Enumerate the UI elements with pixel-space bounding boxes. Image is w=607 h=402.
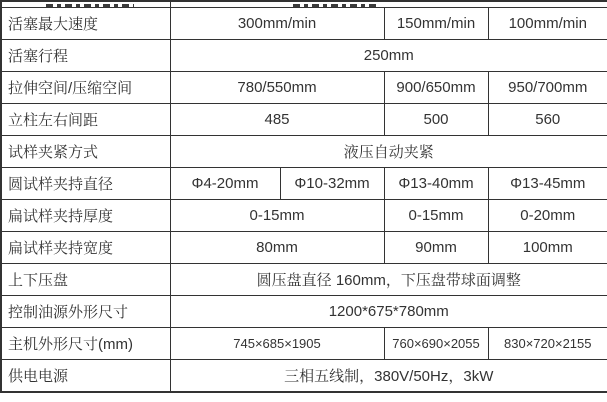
row-label: 拉伸空间/压缩空间 <box>1 72 170 104</box>
table-row <box>1 232 607 264</box>
spec-table-body <box>1 1 607 392</box>
spec-value-cell: 1200*675*780mm <box>170 296 607 328</box>
table-row <box>1 168 607 200</box>
row-label: 控制油源外形尺寸 <box>1 296 170 328</box>
spec-value-cell: 80mm <box>170 232 384 264</box>
spec-value-cell: 760×690×2055 <box>384 328 488 360</box>
spec-value-cell: 圆压盘直径 160mm，下压盘带球面调整 <box>170 264 607 296</box>
table-row <box>1 40 607 72</box>
table-row <box>1 264 607 296</box>
spec-value-cell: 500 <box>384 104 488 136</box>
table-row <box>1 136 607 168</box>
row-label: 扁试样夹持宽度 <box>1 232 170 264</box>
spec-value-cell: Φ13-40mm <box>384 168 488 200</box>
table-row <box>1 360 607 393</box>
table-row <box>1 296 607 328</box>
spec-value-cell: 0-15mm <box>170 200 384 232</box>
row-label: 扁试样夹持厚度 <box>1 200 170 232</box>
table-row <box>1 72 607 104</box>
row-label: 立柱左右间距 <box>1 104 170 136</box>
spec-value-cell: 液压自动夹紧 <box>170 136 607 168</box>
row-label: 圆试样夹持直径 <box>1 168 170 200</box>
spec-value-cell: 780/550mm <box>170 72 384 104</box>
row-label: 活塞最大速度 <box>1 8 170 40</box>
row-label: 主机外形尺寸(mm) <box>1 328 170 360</box>
row-label: 试样夹紧方式 <box>1 136 170 168</box>
spec-value-cell: 485 <box>170 104 384 136</box>
spec-value-cell: Φ13-45mm <box>488 168 607 200</box>
row-label: 供电电源 <box>1 360 170 393</box>
spec-value-cell: 0-20mm <box>488 200 607 232</box>
table-row <box>1 104 607 136</box>
spec-value-cell: 560 <box>488 104 607 136</box>
table-row <box>1 8 607 40</box>
row-label: 上下压盘 <box>1 264 170 296</box>
spec-value-cell: 950/700mm <box>488 72 607 104</box>
table-row <box>1 200 607 232</box>
spec-value-cell: 0-15mm <box>384 200 488 232</box>
spec-value-cell: 100mm/min <box>488 8 607 40</box>
spec-value-cell: Φ4-20mm <box>170 168 280 200</box>
spec-value-cell: 100mm <box>488 232 607 264</box>
spec-value-cell: 150mm/min <box>384 8 488 40</box>
spec-value-cell: 90mm <box>384 232 488 264</box>
spec-value-cell: 745×685×1905 <box>170 328 384 360</box>
spec-value-cell: 900/650mm <box>384 72 488 104</box>
spec-value-cell: 830×720×2155 <box>488 328 607 360</box>
row-label: 活塞行程 <box>1 40 170 72</box>
spec-value-cell: 三相五线制，380V/50Hz，3kW <box>170 360 607 393</box>
table-row <box>1 328 607 360</box>
spec-value-cell: Φ10-32mm <box>280 168 384 200</box>
spec-value-cell: 250mm <box>170 40 607 72</box>
spec-value-cell: 300mm/min <box>170 8 384 40</box>
